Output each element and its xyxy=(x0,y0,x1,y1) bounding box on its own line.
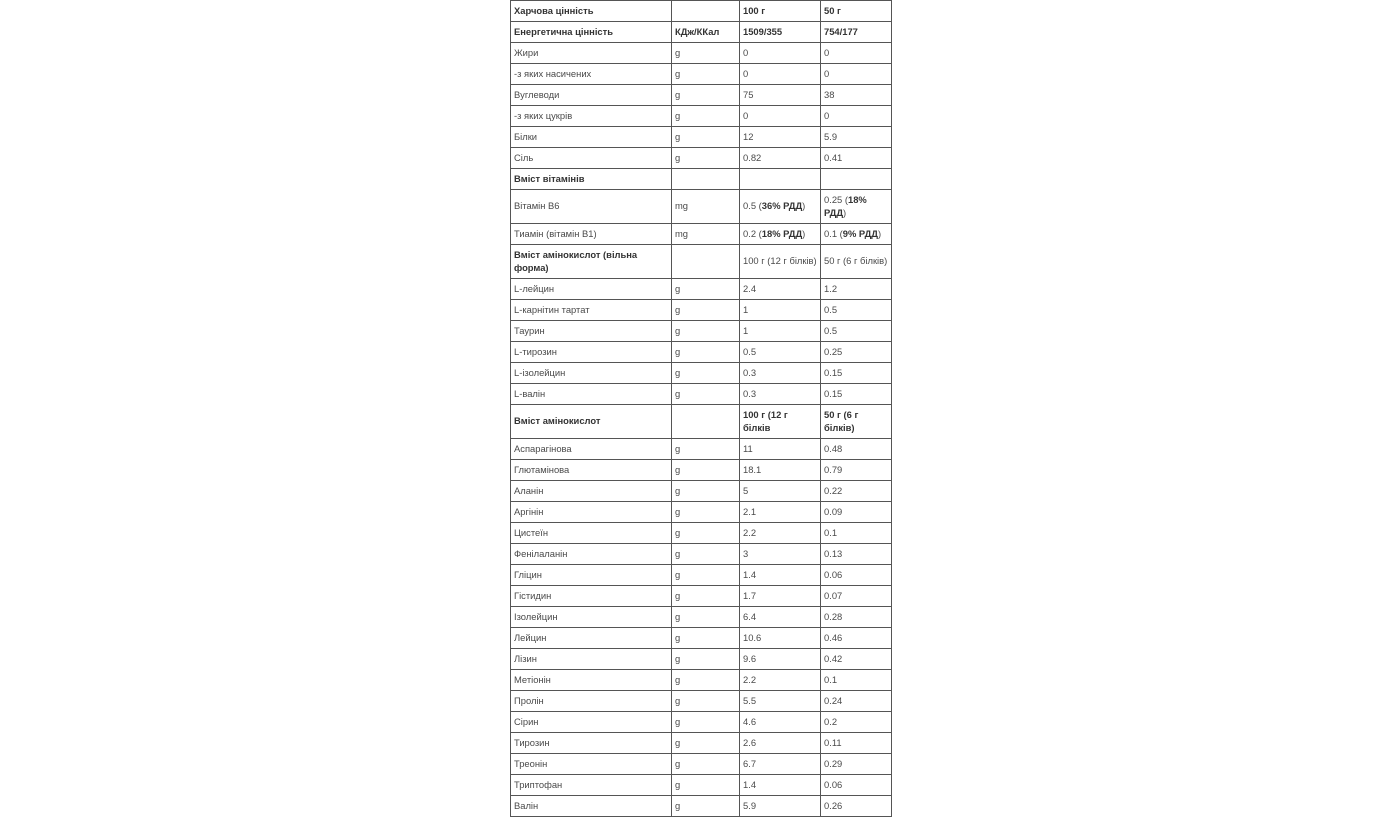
nutrient-name-cell: -з яких насичених xyxy=(511,64,672,85)
unit-cell: g xyxy=(672,300,740,321)
unit-cell: g xyxy=(672,148,740,169)
value-100g-cell: 1 xyxy=(740,321,821,342)
value-50g-cell: 0.06 xyxy=(821,565,892,586)
unit-cell: КДж/ККал xyxy=(672,22,740,43)
value-text: 0.2 ( xyxy=(743,227,762,239)
nutrition-table-body xyxy=(511,1,892,817)
unit-cell: g xyxy=(672,586,740,607)
value-100g-cell: 0 xyxy=(740,43,821,64)
nutrient-name-cell: Гліцин xyxy=(511,565,672,586)
nutrient-name-cell: Вітамін В6 xyxy=(511,190,672,224)
value-50g-cell: 0.15 xyxy=(821,384,892,405)
table-row xyxy=(511,712,892,733)
value-text-suffix: ) xyxy=(877,227,882,239)
value-100g-cell: 100 г (12 г білків xyxy=(740,405,821,439)
table-row xyxy=(511,691,892,712)
nutrient-name-cell: Сірин xyxy=(511,712,672,733)
nutrient-name-cell: Цистеїн xyxy=(511,523,672,544)
nutrient-name-cell: L-ізолейцин xyxy=(511,363,672,384)
value-100g-cell: 0 xyxy=(740,106,821,127)
unit-cell: g xyxy=(672,523,740,544)
nutrient-name-cell: Глютамінова xyxy=(511,460,672,481)
value-100g-cell: 2.1 xyxy=(740,502,821,523)
nutrient-name-cell: Харчова цінність xyxy=(511,1,672,22)
value-50g-cell: 0.41 xyxy=(821,148,892,169)
nutrient-name-cell: Метіонін xyxy=(511,670,672,691)
unit-cell: g xyxy=(672,321,740,342)
nutrient-name-cell: Треонін xyxy=(511,754,672,775)
nutrient-name-cell: Вміст вітамінів xyxy=(511,169,672,190)
value-50g-cell: 0.1 xyxy=(821,670,892,691)
value-100g-cell xyxy=(740,169,821,190)
nutrient-name-cell: Тирозин xyxy=(511,733,672,754)
value-100g-cell: 10.6 xyxy=(740,628,821,649)
unit-cell: g xyxy=(672,43,740,64)
value-100g-cell: 0.82 xyxy=(740,148,821,169)
table-row xyxy=(511,439,892,460)
value-100g-cell: 12 xyxy=(740,127,821,148)
value-50g-cell: 0.11 xyxy=(821,733,892,754)
unit-cell: g xyxy=(672,481,740,502)
unit-cell: g xyxy=(672,796,740,817)
value-50g-cell: 0.29 xyxy=(821,754,892,775)
nutrient-name-cell: Вміст амінокислот (вільна форма) xyxy=(511,245,672,279)
unit-cell: g xyxy=(672,607,740,628)
value-text: 0.25 ( xyxy=(824,193,848,205)
value-50g-cell: 0.06 xyxy=(821,775,892,796)
table-row xyxy=(511,405,892,439)
value-100g-cell: 3 xyxy=(740,544,821,565)
nutrient-name-cell: Ізолейцин xyxy=(511,607,672,628)
nutrient-name-cell: Сіль xyxy=(511,148,672,169)
value-50g-cell: 0 xyxy=(821,106,892,127)
value-100g-cell: 0.3 xyxy=(740,384,821,405)
nutrient-name-cell: Лейцин xyxy=(511,628,672,649)
value-100g-cell xyxy=(740,224,821,245)
value-50g-cell: 0.13 xyxy=(821,544,892,565)
nutrient-name-cell: L-валін xyxy=(511,384,672,405)
nutrient-name-cell: Аргінін xyxy=(511,502,672,523)
table-row xyxy=(511,190,892,224)
table-row xyxy=(511,460,892,481)
nutrition-table-container xyxy=(510,0,891,817)
nutrient-name-cell: Тиамін (вітамін В1) xyxy=(511,224,672,245)
value-50g-cell: 0.5 xyxy=(821,300,892,321)
value-text-suffix: ) xyxy=(843,206,847,218)
unit-cell: g xyxy=(672,384,740,405)
value-100g-cell: 6.7 xyxy=(740,754,821,775)
value-100g-cell: 6.4 xyxy=(740,607,821,628)
value-text: 0.1 ( xyxy=(824,227,843,239)
value-50g-cell: 0 xyxy=(821,64,892,85)
value-text: 0.5 ( xyxy=(743,200,762,212)
rda-percent: 9% РДД xyxy=(842,227,878,239)
value-100g-cell: 2.2 xyxy=(740,523,821,544)
value-text-suffix: ) xyxy=(802,200,806,212)
unit-cell: g xyxy=(672,127,740,148)
nutrient-name-cell: Таурин xyxy=(511,321,672,342)
rda-percent: 18% РДД xyxy=(761,227,803,239)
table-row xyxy=(511,127,892,148)
value-50g-cell: 0.28 xyxy=(821,607,892,628)
unit-cell: g xyxy=(672,775,740,796)
value-100g-cell: 1.4 xyxy=(740,775,821,796)
table-row xyxy=(511,169,892,190)
value-100g-cell xyxy=(740,190,821,224)
value-100g-cell: 9.6 xyxy=(740,649,821,670)
value-100g-cell: 1509/355 xyxy=(740,22,821,43)
nutrient-name-cell: Жири xyxy=(511,43,672,64)
value-100g-cell: 0 xyxy=(740,64,821,85)
value-50g-cell: 1.2 xyxy=(821,279,892,300)
table-row xyxy=(511,148,892,169)
value-50g-cell: 0 xyxy=(821,43,892,64)
nutrient-name-cell: L-карнітин тартат xyxy=(511,300,672,321)
value-50g-cell: 0.25 xyxy=(821,342,892,363)
table-row xyxy=(511,384,892,405)
unit-cell: g xyxy=(672,439,740,460)
value-100g-cell: 11 xyxy=(740,439,821,460)
value-50g-cell: 0.2 xyxy=(821,712,892,733)
nutrient-name-cell: Лізин xyxy=(511,649,672,670)
table-row xyxy=(511,300,892,321)
nutrient-name-cell: Пролін xyxy=(511,691,672,712)
unit-cell: g xyxy=(672,565,740,586)
unit-cell: g xyxy=(672,363,740,384)
unit-cell: g xyxy=(672,85,740,106)
nutrient-name-cell: Вуглеводи xyxy=(511,85,672,106)
value-100g-cell: 4.6 xyxy=(740,712,821,733)
value-50g-cell: 754/177 xyxy=(821,22,892,43)
table-row xyxy=(511,321,892,342)
table-row xyxy=(511,106,892,127)
unit-cell: g xyxy=(672,712,740,733)
nutrient-name-cell: Енергетична цінність xyxy=(511,22,672,43)
nutrient-name-cell: Білки xyxy=(511,127,672,148)
value-50g-cell: 50 г (6 г білків) xyxy=(821,245,892,279)
value-100g-cell: 1.7 xyxy=(740,586,821,607)
nutrient-name-cell: Фенілаланін xyxy=(511,544,672,565)
value-50g-cell: 0.07 xyxy=(821,586,892,607)
nutrient-name-cell: Аспарагінова xyxy=(511,439,672,460)
value-50g-cell: 0.26 xyxy=(821,796,892,817)
value-50g-cell: 0.1 xyxy=(821,523,892,544)
table-row xyxy=(511,502,892,523)
value-50g-cell: 50 г xyxy=(821,1,892,22)
unit-cell: g xyxy=(672,649,740,670)
nutrient-name-cell: Гістидин xyxy=(511,586,672,607)
nutrient-name-cell: L-лейцин xyxy=(511,279,672,300)
rda-percent: 18% РДД xyxy=(824,193,867,218)
nutrition-table xyxy=(510,0,892,817)
value-text-suffix: ) xyxy=(802,227,806,239)
value-100g-cell: 18.1 xyxy=(740,460,821,481)
table-row xyxy=(511,733,892,754)
table-row xyxy=(511,796,892,817)
unit-cell: g xyxy=(672,64,740,85)
table-row xyxy=(511,279,892,300)
value-50g-cell: 0.48 xyxy=(821,439,892,460)
nutrient-name-cell: L-тирозин xyxy=(511,342,672,363)
value-100g-cell: 1.4 xyxy=(740,565,821,586)
table-row xyxy=(511,628,892,649)
table-row xyxy=(511,224,892,245)
value-50g-cell: 0.42 xyxy=(821,649,892,670)
value-50g-cell: 50 г (6 г білків) xyxy=(821,405,892,439)
table-row xyxy=(511,363,892,384)
table-row xyxy=(511,565,892,586)
value-100g-cell: 100 г (12 г білків) xyxy=(740,245,821,279)
value-50g-cell: 0.46 xyxy=(821,628,892,649)
value-50g-cell xyxy=(821,169,892,190)
value-50g-cell: 0.22 xyxy=(821,481,892,502)
table-row xyxy=(511,754,892,775)
table-row xyxy=(511,481,892,502)
value-100g-cell: 2.4 xyxy=(740,279,821,300)
unit-cell: g xyxy=(672,691,740,712)
table-row xyxy=(511,544,892,565)
unit-cell: g xyxy=(672,670,740,691)
value-50g-cell xyxy=(821,224,892,245)
unit-cell: g xyxy=(672,502,740,523)
unit-cell xyxy=(672,169,740,190)
table-row xyxy=(511,85,892,106)
table-row xyxy=(511,64,892,85)
table-row xyxy=(511,523,892,544)
value-50g-cell: 0.79 xyxy=(821,460,892,481)
unit-cell xyxy=(672,405,740,439)
value-100g-cell: 5.9 xyxy=(740,796,821,817)
value-50g-cell: 0.24 xyxy=(821,691,892,712)
nutrient-name-cell: -з яких цукрів xyxy=(511,106,672,127)
value-100g-cell: 75 xyxy=(740,85,821,106)
value-50g-cell: 0.5 xyxy=(821,321,892,342)
table-row xyxy=(511,670,892,691)
rda-percent: 36% РДД xyxy=(761,200,803,212)
value-100g-cell: 2.6 xyxy=(740,733,821,754)
table-row xyxy=(511,43,892,64)
table-row xyxy=(511,586,892,607)
unit-cell: g xyxy=(672,544,740,565)
unit-cell: g xyxy=(672,754,740,775)
value-100g-cell: 5.5 xyxy=(740,691,821,712)
nutrient-name-cell: Триптофан xyxy=(511,775,672,796)
value-100g-cell: 1 xyxy=(740,300,821,321)
value-100g-cell: 0.3 xyxy=(740,363,821,384)
value-100g-cell: 5 xyxy=(740,481,821,502)
value-100g-cell: 2.2 xyxy=(740,670,821,691)
table-row xyxy=(511,607,892,628)
value-100g-cell: 0.5 xyxy=(740,342,821,363)
nutrient-name-cell: Аланін xyxy=(511,481,672,502)
unit-cell: g xyxy=(672,628,740,649)
unit-cell: mg xyxy=(672,224,740,245)
unit-cell: g xyxy=(672,342,740,363)
unit-cell: g xyxy=(672,106,740,127)
value-50g-cell: 38 xyxy=(821,85,892,106)
value-50g-cell: 0.09 xyxy=(821,502,892,523)
unit-cell: g xyxy=(672,279,740,300)
unit-cell: g xyxy=(672,733,740,754)
value-50g-cell: 5.9 xyxy=(821,127,892,148)
table-row xyxy=(511,1,892,22)
unit-cell: mg xyxy=(672,190,740,224)
table-row xyxy=(511,775,892,796)
table-row xyxy=(511,649,892,670)
table-row xyxy=(511,245,892,279)
value-50g-cell: 0.15 xyxy=(821,363,892,384)
nutrient-name-cell: Вміст амінокислот xyxy=(511,405,672,439)
table-row xyxy=(511,22,892,43)
nutrient-name-cell: Валін xyxy=(511,796,672,817)
table-row xyxy=(511,342,892,363)
unit-cell xyxy=(672,1,740,22)
unit-cell: g xyxy=(672,460,740,481)
unit-cell xyxy=(672,245,740,279)
value-100g-cell: 100 г xyxy=(740,1,821,22)
value-50g-cell xyxy=(821,190,892,224)
